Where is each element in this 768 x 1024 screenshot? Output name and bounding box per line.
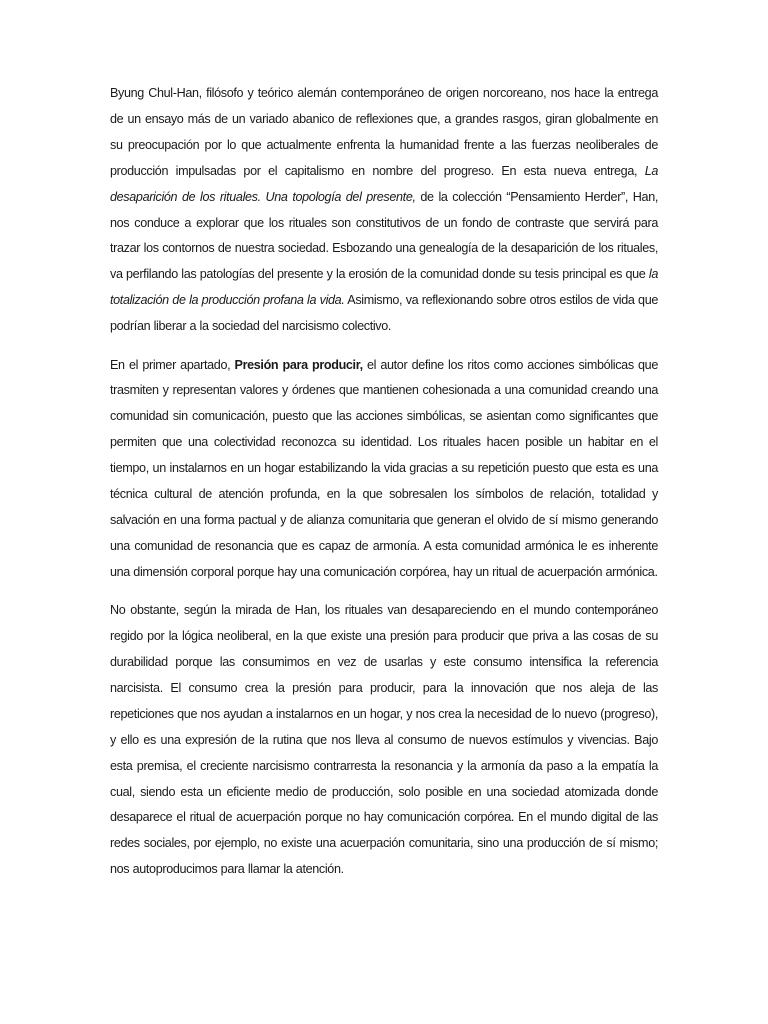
paragraph-1-text-c: Asimismo, va reflexionando sobre otros estilos de vida que podrían liberar a la sociedad del narcisismo colectivo.	[110, 293, 658, 334]
document-body	[110, 81, 658, 883]
paragraph-disappearance	[110, 598, 658, 883]
thesis-quote: la totalización de la producción profana la vida.	[110, 267, 658, 308]
paragraph-1-text-b: de la colección “Pensamiento Herder”, Han, nos conduce a explorar que los rituales son constitutivos de un fondo de contraste que servirá para trazar los contornos de nuestra sociedad. Esbozando una genealogía de la desaparición de los rituales, va perfilando las patologías del presente y la erosión de la comunidad donde su tesis principal es que	[110, 189, 658, 282]
paragraph-3-text: No obstante, según la mirada de Han, los rituales van desapareciendo en el mundo contemporáneo regido por la lógica neoliberal, en la que existe una presión para producir que priva a las cosas de su durabilidad porque las consumimos en vez de usarlas y este consumo intensifica la referencia narcisista. El consumo crea la presión para producir, para la innovación que nos aleja de las repeticiones que nos ayudan a instalarnos en un hogar, y nos crea la necesidad de lo nuevo (progreso), y ello es una expresión de la rutina que nos lleva al consumo de nuevos estímulos y vivencias. Bajo esta premisa, el creciente narcisismo contrarresta la resonancia y la armonía da paso a la empatía la cual, siendo esta un eficiente medio de producción, solo posible en una sociedad atomizada donde desaparece el ritual de acuerpación porque no hay comunicación corpórea. En el mundo digital de las redes sociales, por ejemplo, no existe una acuerpación comunitaria, sino una producción de sí mismo; nos autoproducimos para llamar la atención.	[110, 603, 658, 877]
paragraph-introduction	[110, 81, 658, 340]
book-title: La desaparición de los rituales. Una topología del presente,	[110, 163, 658, 204]
paragraph-2-text-b: el autor define los ritos como acciones simbólicas que trasmiten y representan valores y órdenes que mantienen cohesionada a una comunidad creando una comunidad sin comunicación, puesto que las acciones simbólicas, se asientan como significantes que permiten que una colectividad reconozca su identidad. Los rituales hacen posible un habitar en el tiempo, un instalarnos en un hogar estabilizando la vida gracias a su repetición puesto que esta es una técnica cultural de atención profunda, en la que sobresalen los símbolos de relación, totalidad y salvación en una forma pactual y de alianza comunitaria que generan el olvido de sí mismo generando una comunidad de resonancia que es capaz de armonía. A esta comunidad armónica le es inherente una dimensión corporal porque hay una comunicación corpórea, hay un ritual de acuerpación armónica.	[110, 357, 658, 579]
section-title: Presión para producir,	[234, 357, 363, 372]
paragraph-1-text-a: Byung Chul-Han, filósofo y teórico alemán contemporáneo de origen norcoreano, nos hace la entrega de un ensayo más de un variado abanico de reflexiones que, a grandes rasgos, giran globalmente en su preocupación por lo que actualmente enfrenta la humanidad frente a las fuerzas neoliberales de producción impulsadas por el capitalismo en nombre del progreso. En esta nueva entrega,	[110, 86, 658, 178]
paragraph-first-section	[110, 353, 658, 586]
paragraph-2-text-a: En el primer apartado,	[110, 357, 235, 372]
